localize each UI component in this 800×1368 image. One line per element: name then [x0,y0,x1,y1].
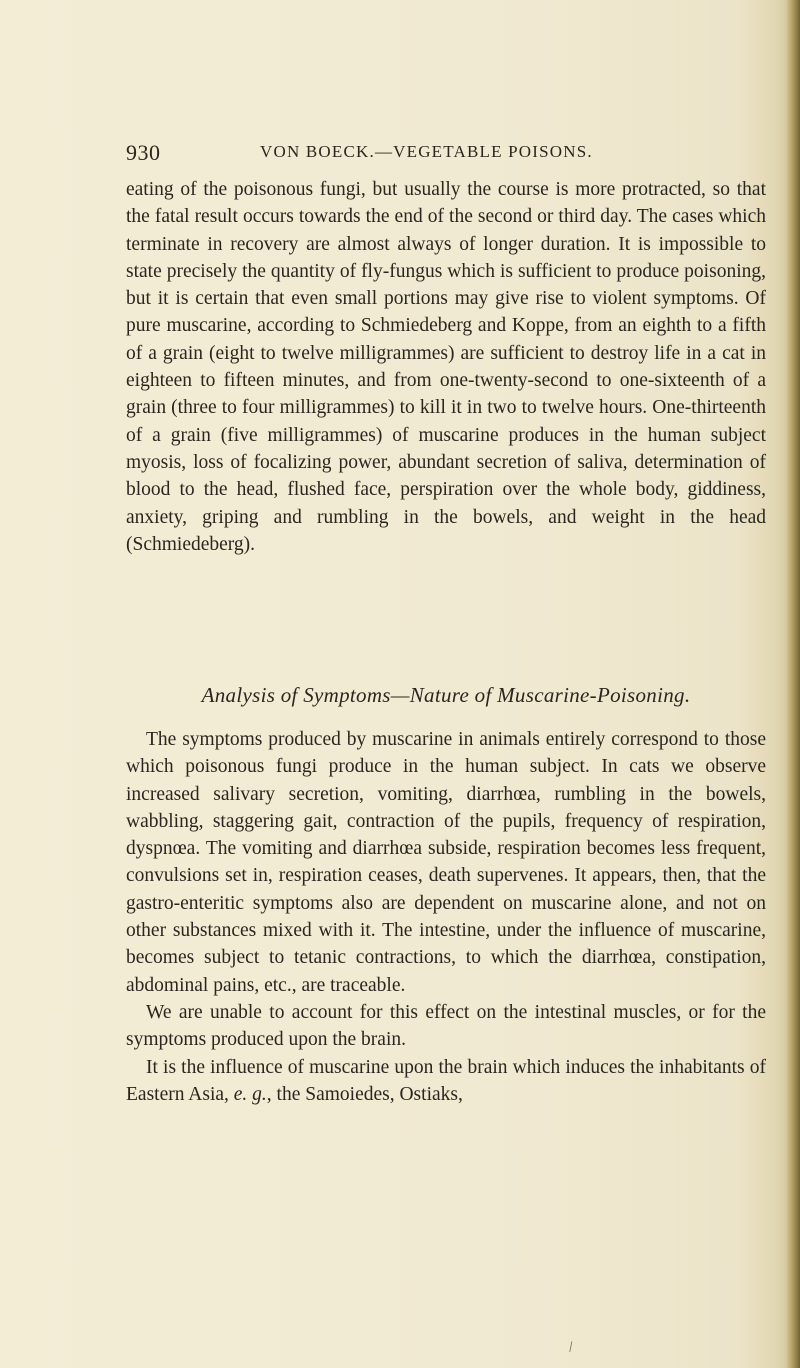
binding-edge [786,0,800,1368]
page-header [126,140,776,170]
body-text-bottom [126,726,766,1108]
paragraph-influence-suffix: , the Samoiedes, Ostiaks, [266,1083,463,1105]
page-number: 930 [126,140,161,165]
paragraph-symptoms: The symptoms produced by muscarine in animals entirely correspond to those which poisonous fungi produce in the human subject. In cats we observe increased salivary secretion, vomiting, diarrhœa, rumbling in the bowels, wabbling, staggering gait, contraction of the pupils, frequency of respiration, dyspnœa. The vomiting and diarrhœa subside, respiration becomes less frequent, convulsions set in, respiration ceases, death supervenes. It appears, then, that the gastro-enteritic symptoms also are dependent on muscarine alone, and not on other substances mixed with it. The intestine, under the influence of muscarine, becomes subject to tetanic contractions, to which the diarrhœa, constipation, abdominal pains, etc., are traceable. [126,729,766,996]
paragraph-continued: eating of the poisonous fungi, but usually the course is more protracted, so that the fatal result occurs towards the end of the second or third day. The cases which terminate in recovery are almost always of longer duration. It is impossible to state precisely the quantity of fly-fungus which is sufficient to produce poisoning, but it is certain that even small portions may give rise to violent symptoms. Of pure muscarine, according to Schmiedeberg and Koppe, from an eighth to a fifth of a grain (eight to twelve milligrammes) are sufficient to destroy life in a cat in eighteen to fifteen minutes, and from one-twenty-second to one-sixteenth of a grain (three to four milligrammes) to kill it in two to twelve hours. One-thirteenth of a grain (five milligrammes) of muscarine produces in the human subject myosis, loss of focalizing power, abundant secretion of saliva, determination of blood to the head, flushed face, perspiration over the whole body, giddiness, anxiety, griping and rumbling in the bowels, and weight in the head (Schmiedeberg). [126,179,766,555]
stray-pencil-mark: ⁄ [567,1340,575,1354]
section-heading: Analysis of Symptoms—Nature of Muscarine-Poisoning. [201,683,691,707]
running-head: VON BOECK.—VEGETABLE POISONS. [260,142,593,161]
paragraph-influence-eg: e. g. [233,1083,267,1105]
body-text-top [126,176,766,558]
paragraph-influence-prefix: It is the influence of muscarine upon the brain which induces the inhabitants of Eastern Asia, [126,1056,766,1105]
paragraph-unable: We are unable to account for this effect on the intestinal muscles, or for the symptoms produced upon the brain. [126,1001,766,1051]
paragraph-influence [126,1054,766,1109]
